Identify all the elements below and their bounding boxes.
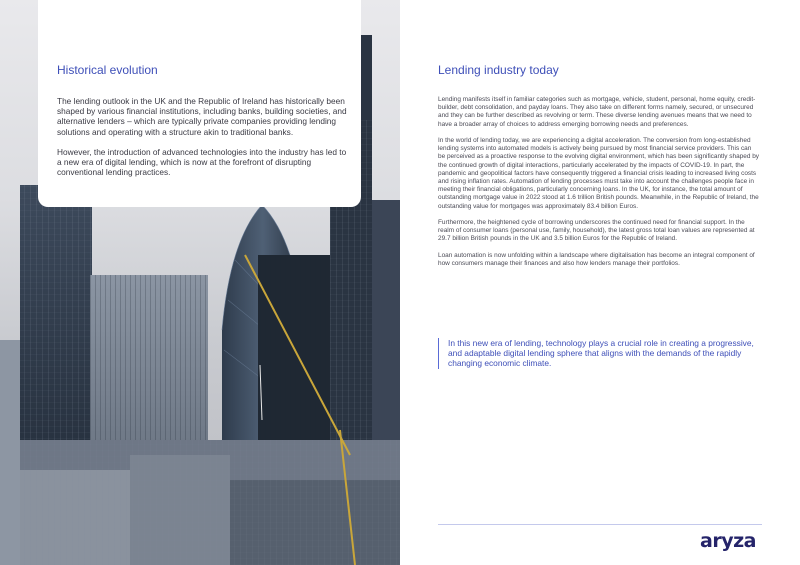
body-paragraph: Lending manifests itself in familiar categories such as mortgage, vehicle, student, personal, home equity, credit-builder, debt consolidation, and payday loans. They also take on different forms namely, secured, or unsecured and they can be further described as revolving or term. These diverse lending avenues means that we need to have a broader array of choices to address emerging borrowing needs and preferences. bbox=[438, 96, 756, 128]
aryza-logo bbox=[700, 530, 762, 552]
body-text bbox=[438, 96, 760, 276]
footer-divider bbox=[438, 524, 762, 525]
intro-card bbox=[38, 0, 361, 207]
body-paragraph: In the world of lending today, we are experiencing a digital acceleration. The conversion from long-established lending systems into automated models is actively being pursued by most financial service providers. This can be perceived as a proactive response to the evolving digital environment, which has been significantly shaped by the continued growth of digital interactions, particularly accelerated by the impacts of COVID-19. In part, the pandemic and geopolitical factors have consequently triggered a financial crisis leading to increased living costs and rising inflation rates. Automation of lending processes must take into account the challenges people face in meeting their financial obligations, particularly concerning loans. In the UK, for instance, the total amount of outstanding mortgage value in 2022 stood at 1.6 trillion British pounds. Meanwhile, in the Republic of Ireland, the outstanding value for mortgages was approximately 83.4 billion Euros. bbox=[438, 137, 759, 210]
intro-paragraph: The lending outlook in the UK and the Republic of Ireland has historically been shaped by various financial institutions, including banks, building societies, and alternative lenders – which are typically private companies providing lending solutions and operating with a structure akin to traditional banks. bbox=[57, 96, 347, 137]
section-title-historical-evolution: Historical evolution bbox=[57, 63, 158, 77]
right-page bbox=[400, 0, 800, 565]
intro-paragraph: However, the introduction of advanced technologies into the industry has led to a new era of digital lending, which is now at the forefront of disrupting conventional lending practices. bbox=[57, 146, 347, 178]
body-paragraph: Furthermore, the heightened cycle of borrowing underscores the continued need for financial support. In the realm of consumer loans (personal use, family, household), the latest gross total loan values are represented at 29.7 billion British pounds in the UK and 3.5 billion Euros for the Republic of Ireland. bbox=[438, 219, 755, 243]
section-title-lending-industry-today: Lending industry today bbox=[438, 63, 559, 77]
pull-quote: In this new era of lending, technology plays a crucial role in creating a progressive, and adaptable digital lending sphere that aligns with the demands of the rapidly changing economic climate. bbox=[438, 338, 770, 369]
intro-body bbox=[57, 96, 349, 187]
body-paragraph: Loan automation is now unfolding within a landscape where digitalisation has become an integral component of how consumers manage their finances and also how lenders manage their portfolios. bbox=[438, 251, 755, 268]
logo-wordmark: aryza bbox=[700, 530, 756, 552]
